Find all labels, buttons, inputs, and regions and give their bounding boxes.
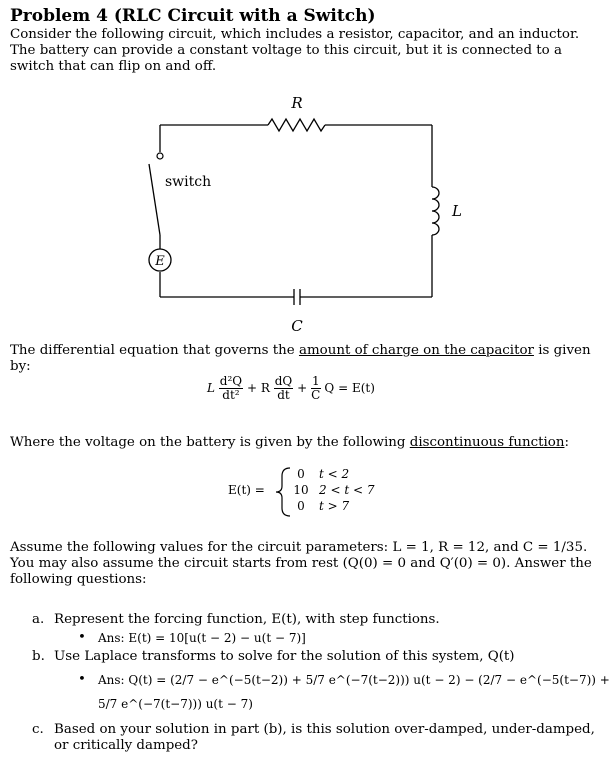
voltage-lhs: E(t) = <box>228 483 265 497</box>
piecewise-cases <box>290 466 380 514</box>
inductor-symbol <box>432 187 439 235</box>
question-text: Use Laplace transforms to solve for the solution of this system, Q(t) <box>54 649 515 664</box>
switch-contact <box>157 153 163 159</box>
ode-one: 1 <box>311 374 320 388</box>
battery-label: E <box>155 254 165 269</box>
question-letter: c. <box>32 722 44 737</box>
voltage-underlined: discontinuous function <box>409 435 565 450</box>
ode-lead: The differential equation that governs the <box>10 343 299 358</box>
answer-text-line1: Ans: Q(t) = (2/7 − e^(−5(t−2)) + 5/7 e^(−7(t−2))) u(t − 2) − (2/7 − e^(−5(t−7)) + <box>98 673 610 687</box>
answer-text-line2: 5/7 e^(−7(t−7))) u(t − 7) <box>98 697 253 711</box>
ode-C: C <box>311 388 321 402</box>
ode-L: L <box>207 381 215 395</box>
case-row <box>290 498 380 514</box>
inductor-label: L <box>452 202 462 220</box>
ode-d2Q: d²Q <box>219 374 243 388</box>
ode-first-derivative <box>274 375 294 402</box>
bullet-icon: • <box>78 630 86 645</box>
resistor-label: R <box>291 94 303 112</box>
ode-plus-R: + R <box>246 381 270 395</box>
ode-dt2: dt² <box>222 388 240 402</box>
case-condition: t < 2 <box>319 467 350 481</box>
answer-text: Ans: E(t) = 10[u(t − 2) − u(t − 7)] <box>98 631 306 645</box>
problem-intro: Consider the following circuit, which includes a resistor, capacitor, and an inductor. The battery can provide a constant voltage to this circuit, but it is connected to a switch that can flip on and off. <box>10 27 580 74</box>
resistor-symbol <box>268 119 325 131</box>
ode-rhs: Q = E(t) <box>324 381 375 395</box>
voltage-tail: : <box>564 435 569 450</box>
case-value: 0 <box>297 499 305 513</box>
ode-dt: dt <box>277 388 290 402</box>
ode-inverse-C <box>311 375 321 402</box>
case-condition: t > 7 <box>319 499 350 513</box>
capacitor-label: C <box>291 317 303 335</box>
question-letter: b. <box>32 649 45 664</box>
params-paragraph: Assume the following values for the circuit parameters: L = 1, R = 12, and C = 1/35. You may also assume the circuit starts from rest (Q(0) = 0 and Q′(0) = 0). Answer the following questions: <box>10 540 592 587</box>
switch-label: switch <box>165 174 212 190</box>
circuit-diagram <box>0 0 615 340</box>
case-row <box>290 482 380 498</box>
bullet-icon: • <box>78 672 86 687</box>
case-value: 0 <box>297 467 305 481</box>
problem-title: Problem 4 (RLC Circuit with a Switch) <box>10 6 376 26</box>
voltage-sentence <box>10 435 608 451</box>
case-value: 10 <box>293 483 309 497</box>
question-text: Represent the forcing function, E(t), with step functions. <box>54 612 440 627</box>
ode-equation <box>207 375 375 402</box>
case-condition: 2 < t < 7 <box>319 483 375 497</box>
switch-arm <box>149 164 160 235</box>
voltage-lead: Where the voltage on the battery is given by the following <box>10 435 410 450</box>
ode-tail: is given by: <box>10 343 591 374</box>
question-text: Based on your solution in part (b), is this solution over-damped, under-damped, or critically damped? <box>54 722 595 753</box>
ode-plus: + <box>297 381 308 395</box>
ode-underlined: amount of charge on the capacitor <box>298 343 534 358</box>
ode-second-derivative <box>219 375 243 402</box>
ode-sentence <box>10 343 608 375</box>
ode-dQ: dQ <box>274 374 293 388</box>
question-letter: a. <box>32 612 45 627</box>
case-row <box>290 466 380 482</box>
